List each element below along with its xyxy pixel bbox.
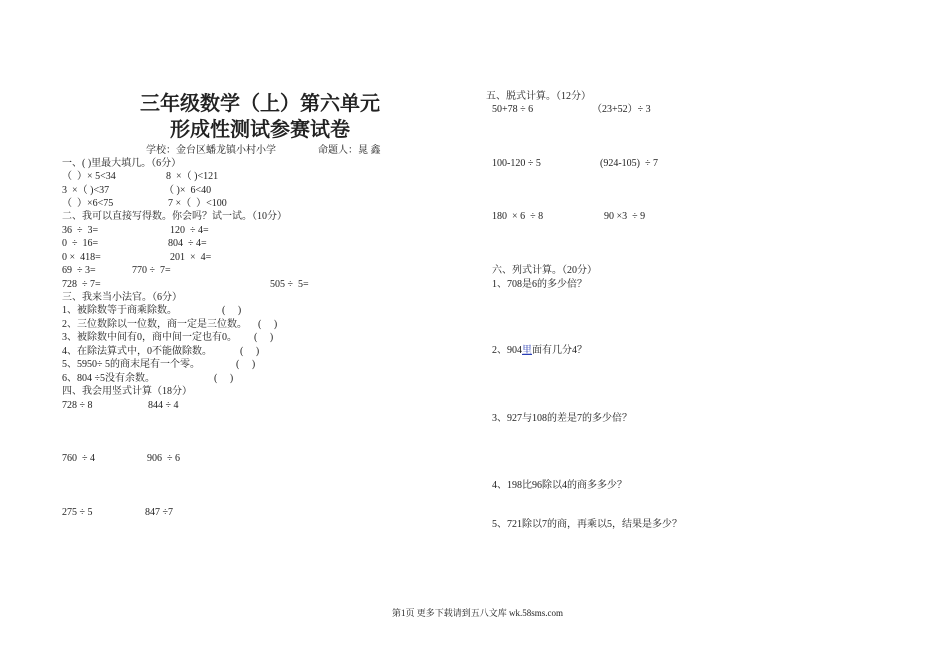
section6-q1: 1、708是6的多少倍？ <box>492 279 587 290</box>
section6-q2-post: 面有几分4？ <box>532 345 587 356</box>
section3-item3: 3、被除数中间有0，商中间一定也有0。 <box>62 332 237 343</box>
section3-item4-blank[interactable]: ( ) <box>240 346 260 357</box>
section4-row3-left: 275 ÷ 5 <box>62 507 93 518</box>
section6-q5: 5、721除以7的商，再乘以5，结果是多少？ <box>492 519 682 530</box>
section4-row1-right: 844 ÷ 4 <box>148 400 179 411</box>
section2-row5-left: 728 ÷ 7= <box>62 279 101 290</box>
section3-item3-blank[interactable]: ( ) <box>254 332 274 343</box>
section1-row2-right: （ )× 6<40 <box>164 185 212 196</box>
section1-row1-right: 8 ×（ )<121 <box>166 171 219 182</box>
page-footer: 第1页 更多下载请到五八文库 wk.58sms.com <box>392 608 564 618</box>
section3-item5-blank[interactable]: ( ) <box>236 359 256 370</box>
section2-heading: 二、我可以直接写得数。你会吗？试一试。（10分） <box>62 211 287 222</box>
section3-item4: 4、在除法算式中，0不能做除数。 <box>62 346 212 357</box>
section5-row2-left: 100-120 ÷ 5 <box>492 158 541 169</box>
section2-row3-left: 0 × 418= <box>62 252 101 263</box>
section2-row4-right: 770 ÷ 7= <box>132 265 171 276</box>
section1-row2-left: 3 ×（ )<37 <box>62 185 110 196</box>
author-label: 命题人：晁 鑫 <box>318 145 381 156</box>
section5-row1-left: 50+78 ÷ 6 <box>492 104 534 115</box>
section5-heading: 五、脱式计算。（12分） <box>486 91 591 102</box>
section4-row2-right: 906 ÷ 6 <box>147 453 180 464</box>
section1-heading: 一、( )里最大填几。（6分） <box>62 158 182 169</box>
section3-item5: 5、5950÷ 5的商末尾有一个零。 <box>62 359 200 370</box>
section3-item2: 2、三位数除以一位数，商一定是三位数。 <box>62 319 247 330</box>
section2-row1-right: 120 ÷ 4= <box>170 225 209 236</box>
section4-row2-left: 760 ÷ 4 <box>62 453 95 464</box>
page-title-line2: 形成性测试参赛试卷 <box>170 119 350 141</box>
section5-row2-right: (924-105) ÷ 7 <box>600 158 658 169</box>
section2-row1-left: 36 ÷ 3= <box>62 225 99 236</box>
section3-item2-blank[interactable]: ( ) <box>258 319 278 330</box>
section6-heading: 六、列式计算。（20分） <box>492 265 597 276</box>
section3-item6-blank[interactable]: ( ) <box>214 373 234 384</box>
section2-row2-left: 0 ÷ 16= <box>62 238 99 249</box>
section6-q2-pre: 2、904 <box>492 345 522 356</box>
section2-row3-right: 201 × 4= <box>170 252 212 263</box>
section2-row2-right: 804 ÷ 4= <box>168 238 207 249</box>
section3-item6: 6、804 ÷5没有余数。 <box>62 373 155 384</box>
section5-row3-right: 90 ×3 ÷ 9 <box>604 211 646 222</box>
section2-row4-left: 69 ÷ 3= <box>62 265 96 276</box>
section3-item1: 1、被除数等于商乘除数。 <box>62 305 177 316</box>
section5-row1-right: （23+52）÷ 3 <box>592 104 651 115</box>
section6-q4: 4、198比96除以4的商多多少？ <box>492 480 627 491</box>
school-label: 学校：金台区蟠龙镇小村小学 <box>146 145 276 156</box>
section1-row3-left: （ ）×6<75 <box>62 198 114 209</box>
section4-heading: 四、我会用竖式计算（18分） <box>62 386 192 397</box>
section6-q2 <box>492 344 587 357</box>
section5-row3-left: 180 × 6 ÷ 8 <box>492 211 544 222</box>
section3-heading: 三、我来当小法官。（6分） <box>62 292 182 303</box>
page-title-line1: 三年级数学（上）第六单元 <box>140 93 380 115</box>
section6-q2-link[interactable]: 里 <box>522 345 532 356</box>
section3-item1-blank[interactable]: ( ) <box>222 305 242 316</box>
section4-row3-right: 847 ÷7 <box>145 507 173 518</box>
section1-row3-right: 7 ×（ ）<100 <box>168 198 227 209</box>
section1-row1-left: （ ）× 5<34 <box>62 171 116 182</box>
section4-row1-left: 728 ÷ 8 <box>62 400 93 411</box>
section6-q3: 3、927与108的差是7的多少倍？ <box>492 413 632 424</box>
section2-row5-right: 505 ÷ 5= <box>270 279 309 290</box>
